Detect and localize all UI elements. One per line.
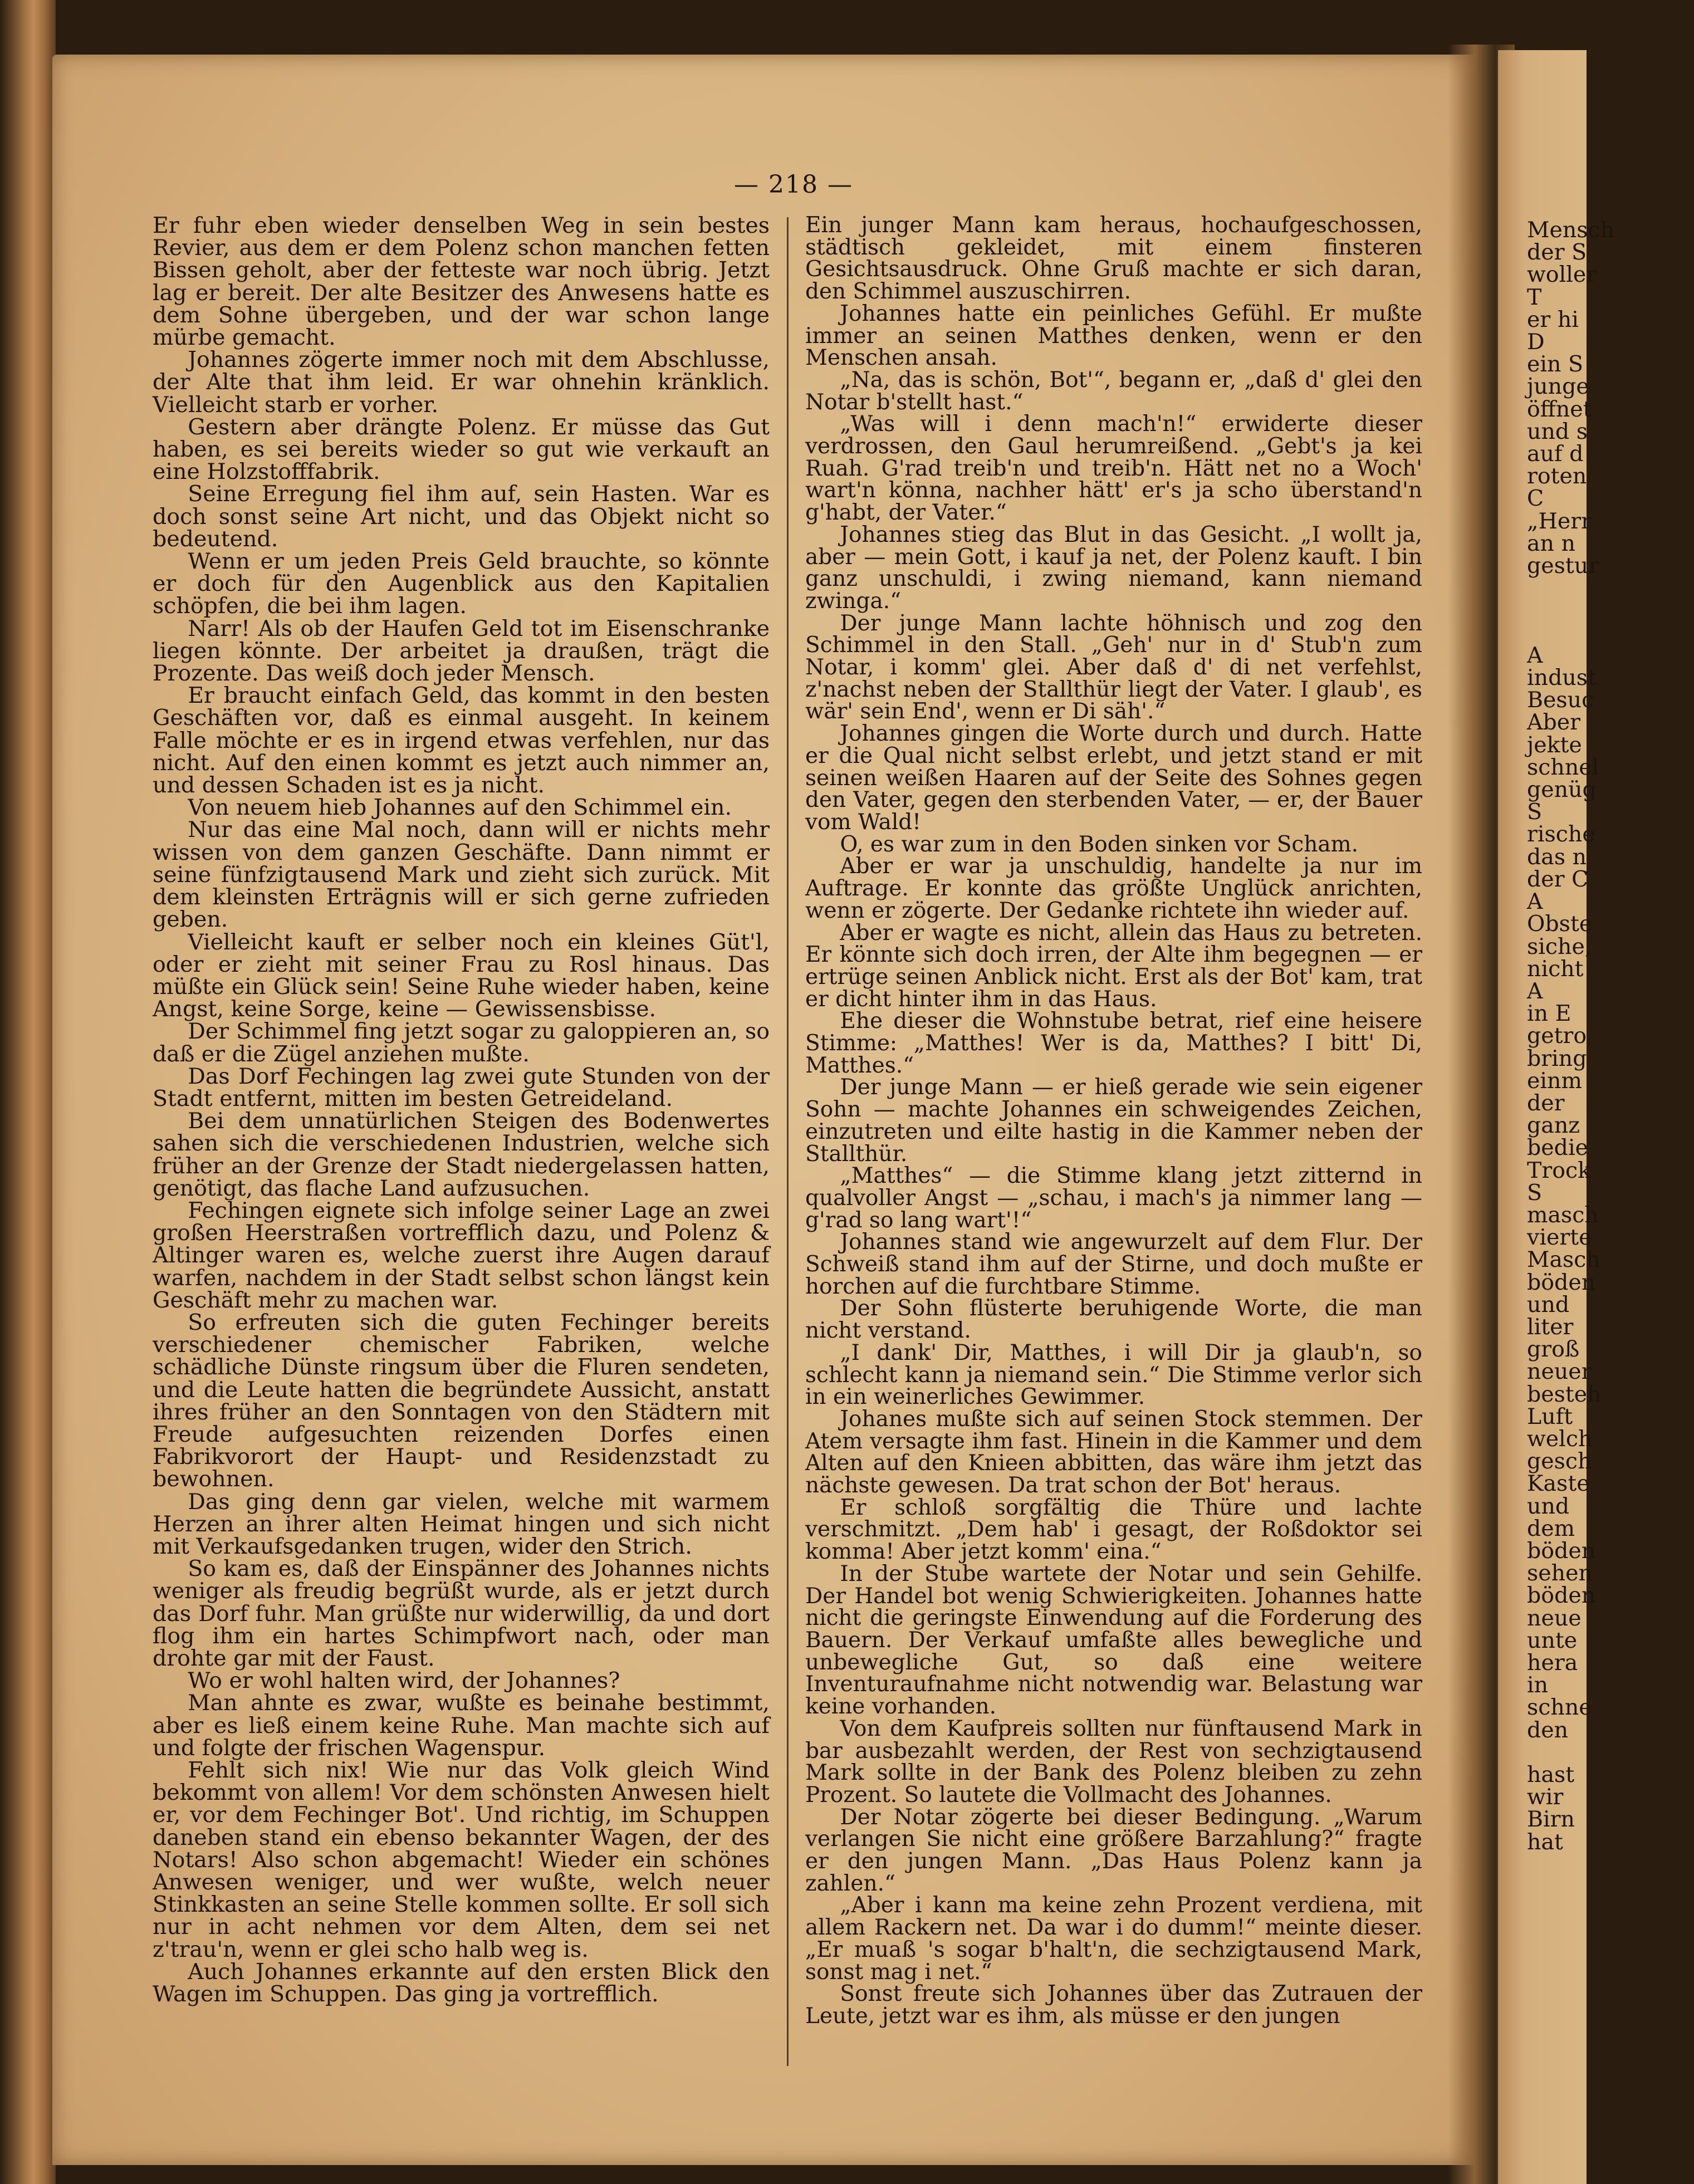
paragraph: Aber er wagte es nicht, allein das Haus zu betreten. Er könnte sich doch irren, der Alte ihm begegnen — er ertrüge seinen Anblick nicht. Erst als der Bot' kam, trat er dicht hinter ihm in das Haus. xyxy=(805,920,1422,1012)
paragraph: „Aber i kann ma keine zehn Prozent verdiena, mit allem Rackern net. Da war i do dumm!“ meinte dieser. „Er muaß 's sogar b'halt'n, die sechzigtausend Mark, sonst mag i net.“ xyxy=(805,1893,1422,1985)
next-page-line xyxy=(1527,599,1694,621)
paragraph: Johannes zögerte immer noch mit dem Abschlusse, der Alte that ihm leid. Er war ohnehin kränklich. Vielleicht starb er vorher. xyxy=(153,347,770,418)
next-page-line: und xyxy=(1527,1493,1570,1519)
next-page-edge xyxy=(1498,50,1615,2184)
next-page-line: woller xyxy=(1527,262,1597,288)
next-page-line xyxy=(1527,1741,1694,1764)
paragraph: Johannes stand wie angewurzelt auf dem Flur. Der Schweiß stand ihm auf der Stirne, und doch mußte er horchen auf die furchtbare Stimme. xyxy=(805,1230,1422,1299)
next-page-line: genüg xyxy=(1527,777,1597,803)
next-page-line: Besuc xyxy=(1527,687,1594,713)
next-page-line: A xyxy=(1527,978,1543,1004)
paragraph: Vielleicht kauft er selber noch ein kleines Güt'l, oder er zieht mit seiner Frau zu Rosl hinaus. Das müßte ein Glück sein! Seine Ruhe wieder haben, keine Angst, keine Sorge, keine — Gewissensbisse. xyxy=(153,929,770,1022)
paragraph: Johannes gingen die Worte durch und durch. Hatte er die Qual nicht selbst erlebt, und jetzt stand er mit seinen weißen Haaren auf der Seite des Sohnes gegen den Vater, gegen den sterbenden Vater, — er, der Bauer vom Wald! xyxy=(805,721,1422,835)
book-edge-left xyxy=(0,0,56,2184)
next-page-line: Trock xyxy=(1527,1157,1592,1183)
paragraph: Der Notar zögerte bei dieser Bedingung. „Warum verlangen Sie nicht eine größere Barzahlung?“ fragte er den jungen Mann. „Das Haus Polenz kann ja zahlen.“ xyxy=(805,1804,1422,1896)
paragraph: Bei dem unnatürlichen Steigen des Bodenwertes sahen sich die verschiedenen Industrien, welche sich früher an der Grenze der Stadt niedergelassen hatten, genötigt, das flache Land aufzusuchen. xyxy=(153,1108,770,1201)
next-page-line: groß xyxy=(1527,1336,1580,1363)
next-page-line: Masch xyxy=(1527,1247,1600,1273)
next-page-line: liter xyxy=(1527,1314,1574,1340)
next-page-line: C xyxy=(1527,486,1544,512)
paragraph: Von dem Kaufpreis sollten nur fünftausend Mark in bar ausbezahlt werden, der Rest von sechzigtausend Mark sollte in der Bank des Polenz bleiben zu zehn Prozent. So lautete die Vollmacht des Johannes. xyxy=(805,1716,1422,1808)
next-page-line: schnel xyxy=(1527,754,1599,780)
paragraph: „Was will i denn mach'n!“ erwiderte dieser verdrossen, den Gaul herumreißend. „Gebt's ja kei Ruah. G'rad treib'n und treib'n. Hätt net no a Woch' wart'n könna, nachher hätt' er's ja scho überstand'n g'habt, der Vater.“ xyxy=(805,412,1422,526)
next-page-line: wir xyxy=(1527,1784,1564,1810)
next-page-line: vierte xyxy=(1527,1225,1592,1251)
paragraph: Johanes mußte sich auf seinen Stock stemmen. Der Atem versagte ihm fast. Hinein in die Kammer und dem Alten auf den Knieen abbitten, das wäre ihm jetzt das nächste gewesen. Da trat schon der Bot' heraus. xyxy=(805,1406,1422,1499)
paragraph: Nur das eine Mal noch, dann will er nichts mehr wissen von dem ganzen Geschäfte. Dann nimmt er seine fünfzigtausend Mark und zieht sich zurück. Mit dem kleinsten Erträgnis will er sich gerne zufrieden geben. xyxy=(153,817,770,933)
next-page-line: junge xyxy=(1527,374,1589,400)
paragraph: Johannes hatte ein peinliches Gefühl. Er mußte immer an seinen Matthes denken, wenn er den Menschen ansah. xyxy=(805,301,1422,371)
next-page-line: hat xyxy=(1527,1829,1563,1855)
next-page-line xyxy=(1527,577,1694,599)
next-page-line: hast xyxy=(1527,1762,1575,1788)
next-page-line: einm xyxy=(1527,1067,1582,1094)
paragraph: Er braucht einfach Geld, das kommt in den besten Geschäften vor, daß es einmal ausgeht. In keinem Falle möchte er es in irgend etwas verfehlen, nur das nicht. Auf den einen kommt es jetzt auch nimmer an, und dessen Schaden ist es ja nicht. xyxy=(153,683,770,799)
next-page-line: der xyxy=(1527,1090,1565,1116)
next-page-line: böden xyxy=(1527,1583,1596,1609)
next-page-line: besteh xyxy=(1527,1381,1602,1407)
next-page-line: ganz xyxy=(1527,1113,1580,1139)
page-number: — 218 — xyxy=(734,170,853,199)
next-page-line: A xyxy=(1527,642,1543,668)
next-page-line: an n xyxy=(1527,530,1575,556)
paragraph: Man ahnte es zwar, wußte es beinahe bestimmt, aber es ließ einem keine Ruhe. Man machte sich auf und folgte der frischen Wagenspur. xyxy=(153,1690,770,1761)
next-page-line: Obste xyxy=(1527,911,1593,937)
next-page-line: der S xyxy=(1527,239,1587,266)
paragraph: Sonst freute sich Johannes über das Zutrauen der Leute, jetzt war es ihm, als müsse er den jungen xyxy=(805,1981,1422,2029)
paragraph: Von neuem hieb Johannes auf den Schimmel ein. xyxy=(188,795,732,821)
next-page-line: Kaste xyxy=(1527,1471,1590,1497)
next-page-line: in xyxy=(1527,1672,1549,1698)
next-page-line: auf d xyxy=(1527,441,1584,467)
paragraph: Er schloß sorgfältig die Thüre und lachte verschmitzt. „Dem hab' i gesagt, der Roßdoktor sei komma! Aber jetzt komm' eina.“ xyxy=(805,1495,1422,1565)
right-text-column xyxy=(805,214,1422,2028)
paragraph: So kam es, daß der Einspänner des Johannes nichts weniger als freudig begrüßt wurde, als er jetzt durch das Dorf fuhr. Man grüßte nur widerwillig, da und dort flog ihm ein hartes Schimpfwort nach, oder man drohte gar mit der Faust. xyxy=(153,1556,770,1671)
next-page-line: und xyxy=(1527,1291,1570,1318)
paragraph: „Matthes“ — die Stimme klang jetzt zitternd in qualvoller Angst — „schau, i mach's ja nimmer lang — g'rad so lang wart'!“ xyxy=(805,1163,1422,1233)
paragraph: Fechingen eignete sich infolge seiner Lage an zwei großen Heerstraßen vortrefflich dazu, und Polenz & Altinger waren es, welche zuerst ihre Augen darauf warfen, nachdem in der Stadt selbst schon längst kein Geschäft mehr zu machen war. xyxy=(153,1197,770,1313)
next-page-line: dem xyxy=(1527,1515,1575,1541)
paragraph: In der Stube wartete der Notar und sein Gehilfe. Der Handel bot wenig Schwierigkeiten. Johannes hatte nicht die geringste Einwendung auf die Forderung des Bauern. Der Verkauf umfaßte alles bewegliche und unbewegliche Gut, so daß eine weitere Inventuraufnahme nicht notwendig war. Belastung war keine vorhanden. xyxy=(805,1561,1422,1720)
next-page-line: rische xyxy=(1527,821,1595,848)
column-divider xyxy=(787,217,789,2066)
next-page-line: ein S xyxy=(1527,351,1584,378)
next-page-line: öffnet xyxy=(1527,396,1592,422)
next-page-line: D xyxy=(1527,329,1545,355)
next-page-line: unte xyxy=(1527,1627,1578,1653)
next-page-line: A xyxy=(1527,889,1543,915)
paragraph: Aber er war ja unschuldig, handelte ja nur im Auftrage. Er konnte das größte Unglück anrichten, wenn er zögerte. Der Gedanke richtete ihn wieder auf. xyxy=(805,854,1422,923)
paragraph: Fehlt sich nix! Wie nur das Volk gleich Wind bekommt von allem! Vor dem schönsten Anwesen hielt er, vor dem Fechinger Bot'. Und richtig, im Schuppen daneben stand ein ebenso bekannter Wagen, der des Notars! Also schon abgemacht! Wieder ein schönes Anwesen weniger, und wer wußte, welch neuer Stinkkasten an seine Stelle kommen sollte. Er soll sich nur in acht nehmen vor dem Alten, dem sei net z'trau'n, wenn er glei scho halb weg is. xyxy=(153,1757,770,1962)
next-page-line: Aber xyxy=(1527,709,1581,736)
next-page-line: S xyxy=(1527,1179,1543,1206)
next-page-line xyxy=(1527,622,1694,644)
next-page-line: das n xyxy=(1527,844,1587,870)
paragraph: „I dank' Dir, Matthes, i will Dir ja glaub'n, so schlecht kann ja niemand sein.“ Die Stimme verlor sich in ein weinerliches Gewimmer. xyxy=(805,1340,1422,1410)
next-page-line: böden xyxy=(1527,1537,1596,1564)
paragraph: Er fuhr eben wieder denselben Weg in sein bestes Revier, aus dem er dem Polenz schon manchen fetten Bissen geholt, aber der fetteste war noch übrig. Jetzt lag er bereit. Der alte Besitzer des Anwesens hatte es dem Sohne übergeben, und der war schon lange mürbe gemacht. xyxy=(153,213,770,351)
next-page-line: und s xyxy=(1527,418,1588,444)
next-page-line: indust xyxy=(1527,665,1597,691)
next-page-line: schne xyxy=(1527,1695,1592,1721)
next-page-line: er hi xyxy=(1527,306,1579,332)
next-page-line: bring xyxy=(1527,1045,1587,1071)
next-page-line: S xyxy=(1527,799,1543,825)
paragraph: Wenn er um jeden Preis Geld brauchte, so könnte er doch für den Augenblick aus den Kapitalien schöpfen, die bei ihm lagen. xyxy=(153,549,770,619)
next-page-line: Mensch xyxy=(1527,217,1615,243)
next-page-line: neue xyxy=(1527,1605,1582,1631)
paragraph: „Na, das is schön, Bot'“, begann er, „daß d' glei den Notar b'stellt hast.“ xyxy=(805,367,1422,415)
next-page-line: welch xyxy=(1527,1426,1593,1452)
next-page-line: Luft xyxy=(1527,1403,1573,1429)
paragraph: Wo er wohl halten wird, der Johannes? xyxy=(188,1668,620,1694)
next-page-line: roten xyxy=(1527,463,1587,489)
next-page-line: neuer xyxy=(1527,1359,1592,1385)
next-page-line: in E xyxy=(1527,1001,1571,1027)
paragraph: Das ging denn gar vielen, welche mit warmem Herzen an ihrer alten Heimat hingen und sich nicht mit Verkaufsgedanken trugen, wider den Strich. xyxy=(153,1488,770,1559)
next-page-line: hera xyxy=(1527,1650,1578,1676)
paragraph: Der Schimmel fing jetzt sogar zu galoppieren an, so daß er die Zügel anziehen mußte. xyxy=(153,1018,770,1067)
next-page-line: T xyxy=(1527,284,1542,310)
paragraph: Ein junger Mann kam heraus, hochaufgeschossen, städtisch gekleidet, mit einem finsteren Gesichtsausdruck. Ohne Gruß machte er sich daran, den Schimmel auszuschirren. xyxy=(805,213,1422,305)
paragraph: Der junge Mann lachte höhnisch und zog den Schimmel in den Stall. „Geh' nur in d' Stub'n zum Notar, i komm' glei. Aber daß d' di net verfehlst, z'nachst neben der Stallthür liegt der Vater. I glaub', es wär' sein End', wenn er Di säh'.“ xyxy=(805,610,1422,724)
next-page-line: sehen xyxy=(1527,1560,1593,1586)
next-page-line: gestur xyxy=(1527,553,1599,579)
next-page-column xyxy=(1527,219,1694,1853)
paragraph: Narr! Als ob der Haufen Geld tot im Eisenschranke liegen könnte. Der arbeitet ja draußen, trägt die Prozente. Das weiß doch jeder Mensch. xyxy=(153,615,770,687)
next-page-line: getro xyxy=(1527,1023,1587,1049)
next-page-line: böden xyxy=(1527,1269,1596,1295)
next-page-line: „Herr xyxy=(1527,508,1592,534)
paragraph: So erfreuten sich die guten Fechinger bereits verschiedener chemischer Fabriken, welche schädliche Dünste ringsum über die Fluren sendeten, und die Leute hatten die begründete Aussicht, anstatt ihres früher an den Sonntagen von den Städtern mit Freude aufgesuchten reizenden Dorfes einen Fabrikvorort der Haupt- und Residenzstadt zu bewohnen. xyxy=(153,1309,770,1492)
next-page-line: Birn xyxy=(1527,1806,1575,1833)
next-page-line: bedie xyxy=(1527,1135,1588,1161)
paragraph: Johannes stieg das Blut in das Gesicht. „I wollt ja, aber — mein Gott, i kauf ja net, der Polenz kauft. I bin ganz unschuldi, i zwing niemand, kann niemand zwinga.“ xyxy=(805,522,1422,614)
next-page-line: der C xyxy=(1527,866,1589,892)
next-page-line: den xyxy=(1527,1717,1569,1743)
paragraph: Gestern aber drängte Polenz. Er müsse das Gut haben, es sei bereits wieder so gut wie verkauft an eine Holzstofffabrik. xyxy=(153,414,770,485)
paragraph: Ehe dieser die Wohnstube betrat, rief eine heisere Stimme: „Matthes! Wer is da, Matthes? I bitt' Di, Matthes.“ xyxy=(805,1008,1422,1078)
paragraph: Seine Erregung fiel ihm auf, sein Hasten. War es doch sonst seine Art nicht, und das Objekt nicht so bedeutend. xyxy=(153,481,770,552)
next-page-line: jekte xyxy=(1527,732,1582,758)
next-page-line: gesch xyxy=(1527,1448,1592,1475)
paragraph: Das Dorf Fechingen lag zwei gute Stunden von der Stadt entfernt, mitten im besten Getreideland. xyxy=(153,1063,770,1111)
paragraph: Auch Johannes erkannte auf den ersten Blick den Wagen im Schuppen. Das ging ja vortrefflich. xyxy=(153,1958,770,2007)
next-page-line: nicht xyxy=(1527,956,1584,982)
left-text-column xyxy=(153,214,770,2005)
next-page-line: siche, xyxy=(1527,933,1592,959)
paragraph: Der junge Mann — er hieß gerade wie sein eigener Sohn — machte Johannes ein schweigendes Zeichen, einzutreten und eilte hastig in die Kammer neben der Stallthür. xyxy=(805,1075,1422,1167)
next-page-line: masch xyxy=(1527,1202,1599,1228)
paragraph: Der Sohn flüsterte beruhigende Worte, die man nicht verstand. xyxy=(805,1296,1422,1344)
paragraph: O, es war zum in den Boden sinken vor Scham. xyxy=(840,831,1359,857)
